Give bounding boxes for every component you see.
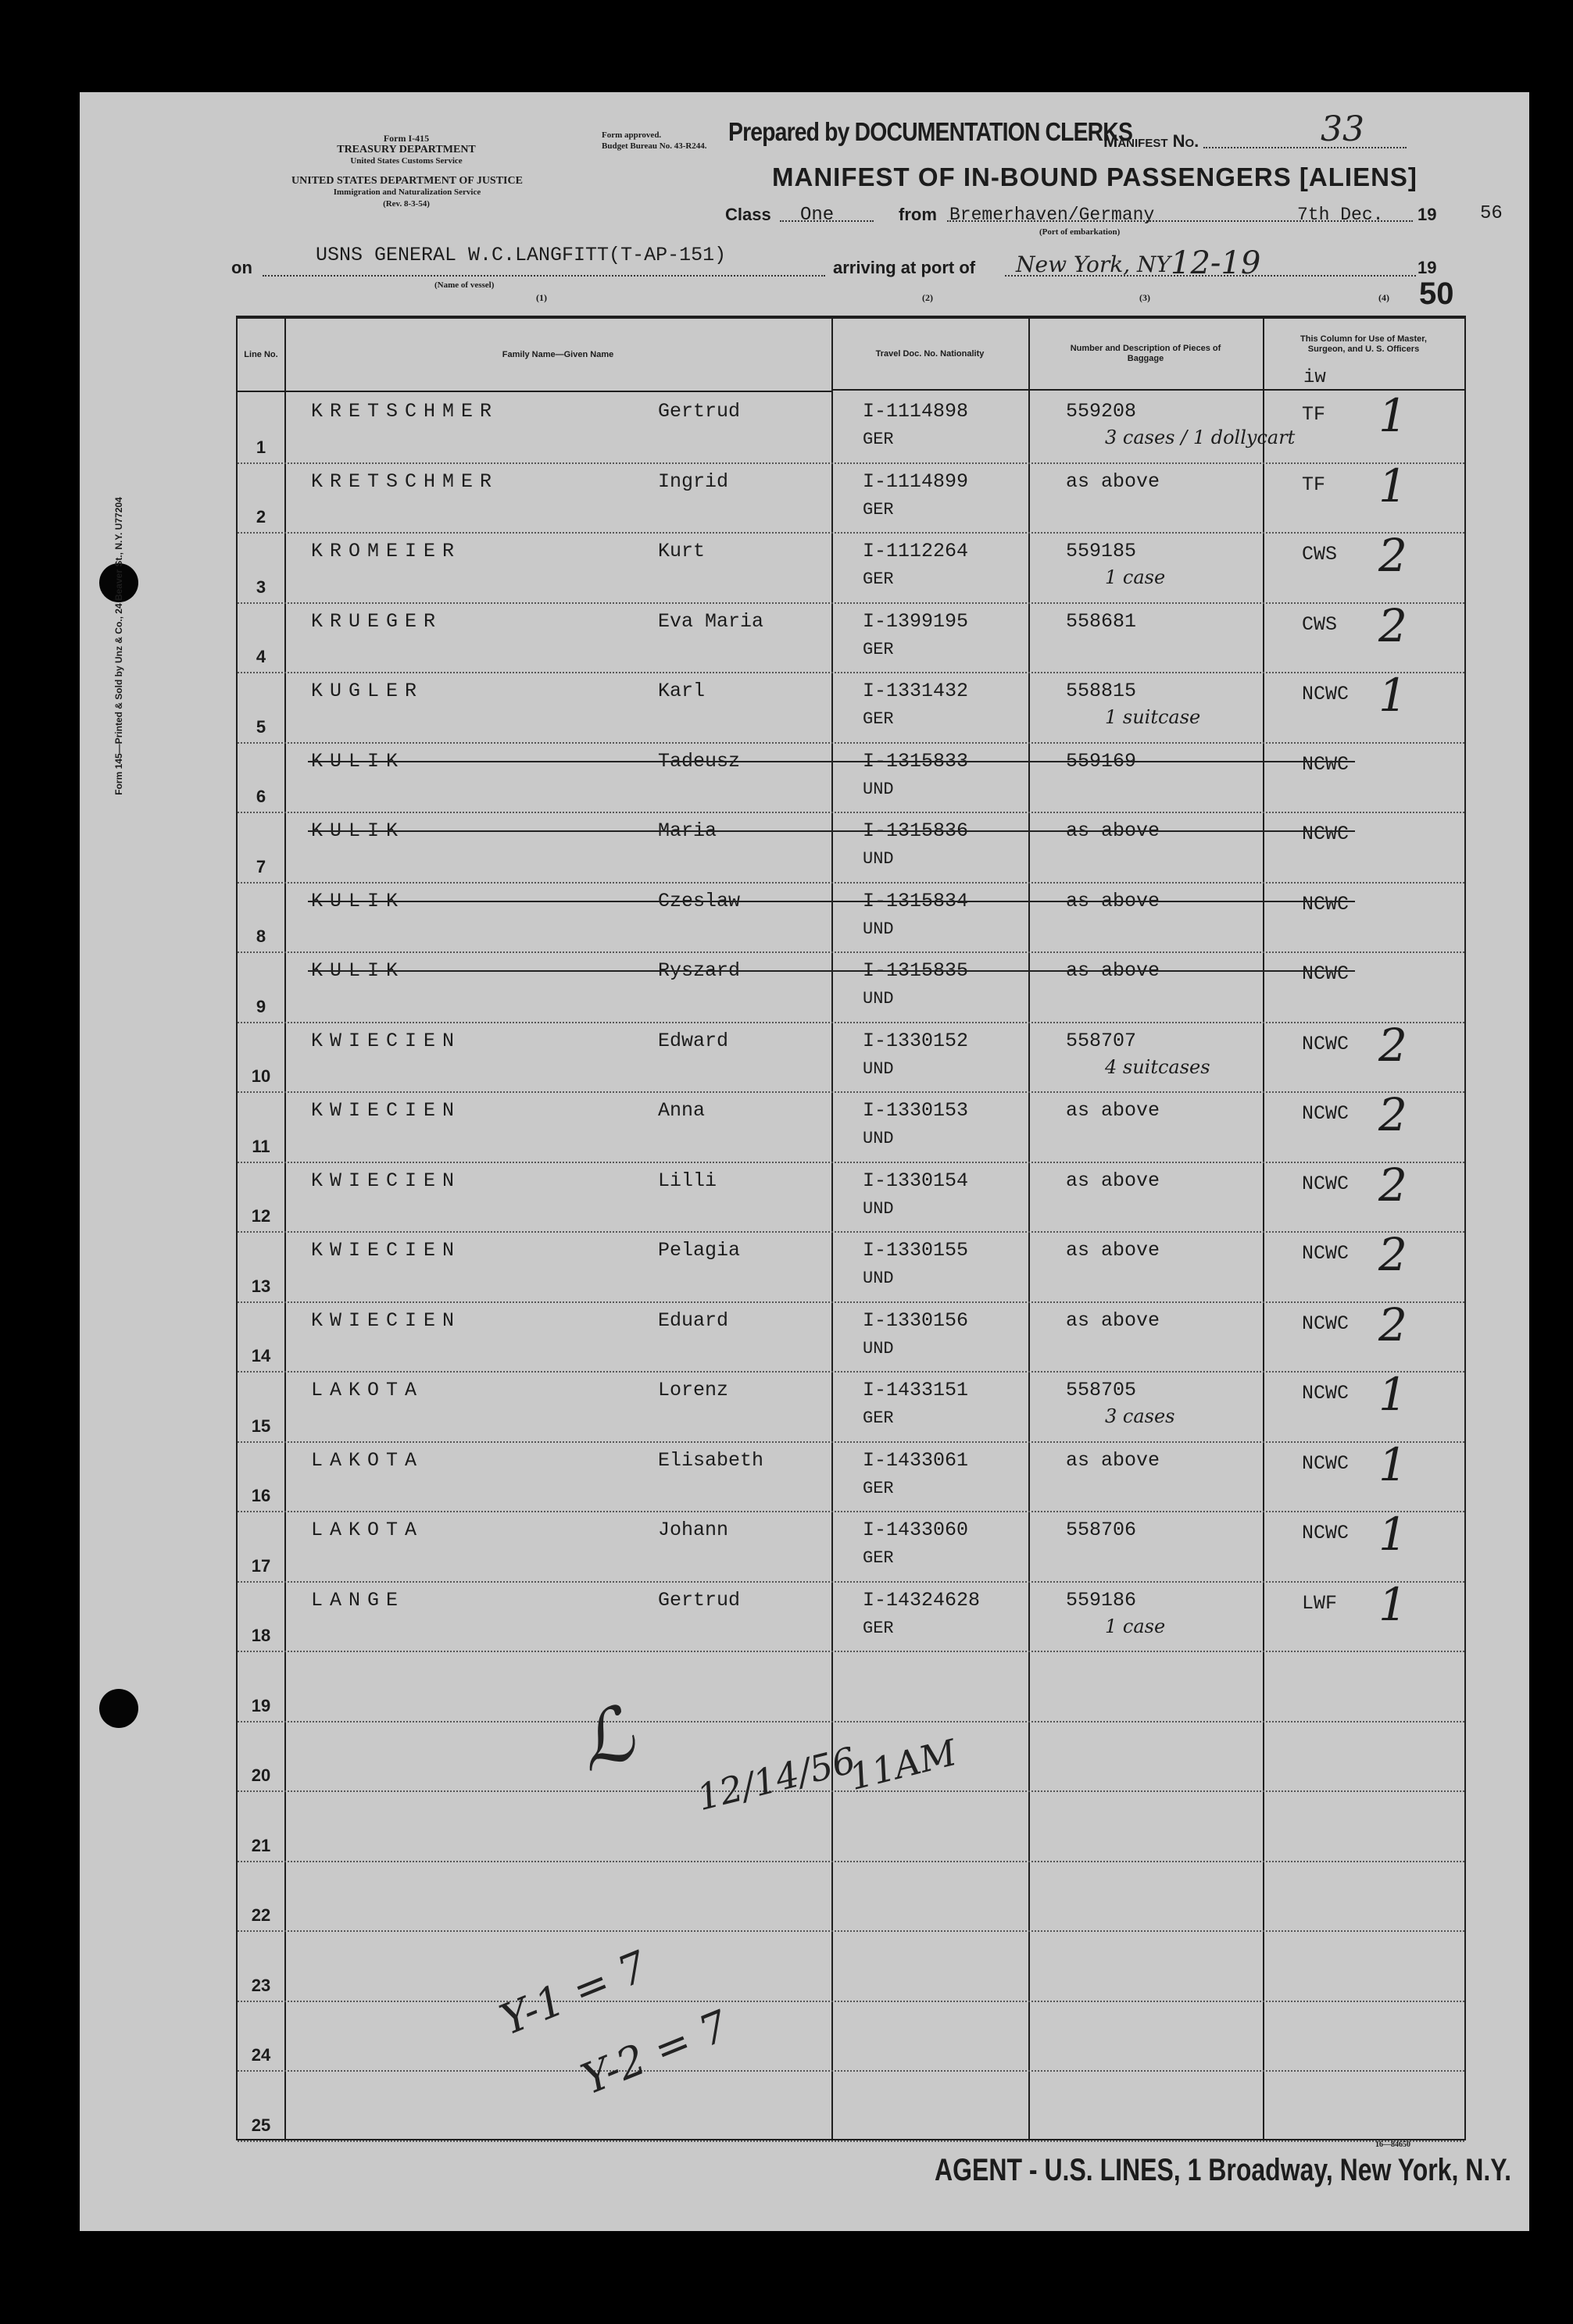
line-number: 12 [251,1206,271,1226]
from-label: from [899,205,937,224]
table-row [238,742,1464,814]
nationality: GER [863,1478,894,1498]
year-prefix: 19 [1417,205,1437,224]
line-number: 24 [251,2045,271,2065]
travel-doc-number: I-1114899 [863,469,969,493]
table-row [238,1158,1464,1233]
family-name: LANGE [311,1588,406,1612]
arriving-label: arriving at port of [833,258,976,277]
strike-through-line [308,970,1355,972]
table-row [238,1368,1464,1443]
given-name: Edward [658,1029,729,1052]
tally-mark: 1 [1378,1577,1407,1631]
given-name: Eva Maria [658,609,764,633]
baggage-number: as above [1066,1308,1160,1332]
line-number: 1 [256,437,266,457]
col-marker-4: (4) [1378,292,1389,303]
arrival-date: 12-19 [1171,245,1261,281]
nationality: UND [863,849,894,869]
baggage-number: as above [1066,1099,1160,1122]
tally-mark: 1 [1378,1508,1407,1561]
table-row [238,951,1464,1023]
table-row [238,389,1464,464]
baggage-number: 558815 [1066,680,1137,702]
travel-doc-number: I-14324628 [863,1588,981,1612]
tally-mark: 1 [1378,1437,1407,1491]
baggage-note: 1 suitcase [1105,706,1201,728]
line-number: 6 [256,787,266,806]
tally-mark: 2 [1378,529,1407,582]
officers-initials: iw [1303,367,1326,388]
vessel-line [263,275,825,277]
given-name: Lorenz [658,1379,729,1401]
family-name: KRETSCHMER [311,469,499,493]
table-row [238,598,1464,674]
tally-mark: 2 [1378,1298,1407,1351]
officer-code: NCWC [1302,1242,1350,1265]
officer-code: NCWC [1302,1032,1350,1055]
tally-mark: 2 [1378,1018,1407,1072]
table-row [238,1790,1464,1862]
family-name: KROMEIER [311,540,462,562]
treasury-heading: TREASURY DEPARTMENT [337,144,476,155]
travel-doc-number: I-1433060 [863,1519,969,1541]
given-name: Ingrid [658,469,729,493]
family-name: KWIECIEN [311,1239,462,1262]
officer-code: NCWC [1302,823,1350,845]
table-row [238,1861,1464,1933]
baggage-number: as above [1066,959,1160,982]
table-row [238,529,1464,604]
justice-heading: UNITED STATES DEPARTMENT OF JUSTICE [291,175,523,187]
officer-code: NCWC [1302,1172,1350,1195]
class-value: One [800,205,835,226]
strike-through-line [308,901,1355,902]
given-name: Pelagia [658,1239,741,1262]
port-caption: (Port of embarkation) [1039,227,1121,237]
table-row [238,459,1464,534]
baggage-number: 559186 [1066,1588,1137,1612]
line-number: 9 [256,996,266,1016]
baggage-number: as above [1066,889,1160,912]
nationality: GER [863,1618,894,1638]
family-name: KUGLER [311,680,424,702]
travel-doc-number: I-1330155 [863,1239,969,1262]
table-row [238,669,1464,744]
line-number: 3 [256,577,266,597]
strike-through-line [308,830,1355,832]
baggage-number: 559169 [1066,749,1137,773]
baggage-number: 559208 [1066,400,1137,423]
from-value: Bremerhaven/Germany [949,205,1155,225]
table-row [238,1651,1464,1722]
baggage-number: 558706 [1066,1519,1137,1541]
vessel-caption: (Name of vessel) [434,280,495,290]
table-row [238,1508,1464,1583]
officer-code: NCWC [1302,1102,1350,1125]
nationality: GER [863,569,894,589]
travel-doc-number: I-1112264 [863,540,969,562]
given-name: Johann [658,1519,729,1541]
side-printer-note: Form 145—Printed & Sold by Unz & Co., 24 Beaver St., N.Y. U77204 [113,497,124,795]
baggage-number: as above [1066,1239,1160,1262]
table-row [238,1577,1464,1653]
table-row [238,2001,1464,2072]
travel-doc-number: I-1330153 [863,1099,969,1122]
given-name: Gertrud [658,1588,741,1612]
nationality: UND [863,1058,894,1079]
table-row [238,1088,1464,1163]
line-number: 13 [251,1276,271,1296]
year2-prefix: 19 [1417,258,1437,277]
travel-doc-number: I-1315834 [863,889,969,912]
baggage-note: 1 case [1105,1615,1166,1637]
given-name: Lilli [658,1169,717,1192]
officer-signature: ℒ [566,1689,645,1789]
officer-code: NCWC [1302,683,1350,705]
travel-doc-number: I-1331432 [863,680,969,702]
line-number: 10 [251,1066,271,1086]
officer-code: NCWC [1302,892,1350,916]
line-number: 18 [251,1626,271,1645]
family-name: KWIECIEN [311,1029,462,1052]
line-number: 20 [251,1765,271,1785]
given-name: Tadeusz [658,749,741,773]
line-number: 25 [251,2115,271,2135]
family-name: KULIK [311,819,406,842]
footer-code: 16—84650 [1375,2140,1410,2149]
table-row [238,1018,1464,1094]
officer-code: TF [1302,403,1326,426]
line-number: 2 [256,507,266,527]
table-row [238,1298,1464,1373]
nationality: UND [863,1198,894,1219]
given-name: Ryszard [658,959,741,982]
family-name: KWIECIEN [311,1099,462,1122]
officer-code: NCWC [1302,1451,1350,1475]
family-name: KWIECIEN [311,1308,462,1332]
line-number: 8 [256,926,266,946]
departure-date: 7th Dec. [1297,205,1384,225]
tally-mark: 2 [1378,1088,1407,1141]
strike-through-line [308,761,1355,762]
nationality: GER [863,499,894,519]
form-approved: Form approved. [602,130,662,140]
line-number: 21 [251,1835,271,1855]
table-row [238,812,1464,884]
ins-subheading: Immigration and Naturalization Service [333,187,481,197]
travel-doc-number: I-1433151 [863,1379,969,1401]
header-line-no: Line No. [238,319,284,392]
family-name: LAKOTA [311,1448,424,1472]
given-name: Karl [658,680,706,702]
given-name: Eduard [658,1308,729,1332]
line-number: 4 [256,647,266,666]
revision-note: (Rev. 8-3-54) [383,199,430,209]
officer-code: LWF [1302,1591,1338,1615]
nationality: UND [863,1269,894,1288]
baggage-number: as above [1066,1448,1160,1472]
tally-mark: 1 [1378,389,1407,442]
handwritten-time: 11AM [845,1731,961,1798]
header-travel-doc: Travel Doc. No. Nationality [831,319,1028,391]
on-label: on [231,258,252,277]
table-row [238,2070,1464,2142]
tally-mark: 2 [1378,1228,1407,1281]
class-label: Class [725,205,771,224]
handwritten-count-1: Y-1 = 7 [493,1941,654,2045]
baggage-note: 4 suitcases [1105,1055,1210,1078]
prepared-by-stamp: Prepared by DOCUMENTATION CLERKS [728,117,1133,146]
line-number: 7 [256,856,266,876]
manifest-no-label: Manifest No. [1103,131,1199,151]
line-number: 16 [251,1486,271,1505]
family-name: KULIK [311,889,406,912]
baggage-note: 1 case [1105,566,1166,588]
nationality: UND [863,779,894,799]
tally-mark: 1 [1378,459,1407,512]
table-row [238,1437,1464,1513]
travel-doc-number: I-1315835 [863,959,969,982]
travel-doc-number: I-1114898 [863,400,969,423]
officer-code: NCWC [1302,962,1350,985]
arrival-port: New York, NY [1016,252,1171,277]
given-name: Elisabeth [658,1448,764,1472]
officer-code: CWS [1302,543,1338,566]
family-name: LAKOTA [311,1519,424,1541]
line-number: 19 [251,1695,271,1715]
nationality: GER [863,430,894,449]
travel-doc-number: I-1433061 [863,1448,969,1472]
officer-code: NCWC [1302,1522,1350,1544]
year-value: 56 [1480,203,1503,224]
officer-code: CWS [1302,612,1338,636]
manifest-title: MANIFEST OF IN-BOUND PASSENGERS [ALIENS] [772,162,1417,191]
given-name: Maria [658,819,717,842]
family-name: KWIECIEN [311,1169,462,1192]
officer-code: NCWC [1302,1382,1350,1405]
col-marker-2: (2) [922,292,933,303]
nationality: UND [863,1338,894,1358]
officer-code: NCWC [1302,1312,1350,1335]
travel-doc-number: I-1315833 [863,749,969,773]
family-name: LAKOTA [311,1379,424,1401]
travel-doc-number: I-1330156 [863,1308,969,1332]
tally-mark: 1 [1378,669,1407,722]
travel-doc-number: I-1330154 [863,1169,969,1192]
manifest-no-line [1203,147,1407,148]
baggage-number: as above [1066,1169,1160,1192]
table-row [238,1930,1464,2002]
tally-mark: 2 [1378,1158,1407,1212]
given-name: Anna [658,1099,706,1122]
line-number: 23 [251,1975,271,1995]
vessel-name: USNS GENERAL W.C.LANGFITT(T-AP-151) [316,244,727,266]
tally-mark: 1 [1378,1368,1407,1421]
nationality: UND [863,919,894,939]
form-number: Form I-415 [383,133,430,144]
manifest-number: 33 [1321,109,1364,149]
header-baggage: Number and Description of Pieces of Baggage [1028,319,1263,391]
header-officers: This Column for Use of Master, Surgeon, and U. S. Officers [1263,319,1464,391]
baggage-note: 3 cases [1105,1405,1175,1427]
col-marker-1: (1) [536,292,547,303]
col-marker-3: (3) [1139,292,1150,303]
punch-hole-bottom [99,1689,138,1728]
baggage-note: 3 cases / 1 dollycart [1105,427,1296,448]
line-number: 14 [251,1346,271,1365]
travel-doc-number: I-1315836 [863,819,969,842]
nationality: GER [863,639,894,659]
nationality: GER [863,1548,894,1568]
baggage-number: 558681 [1066,609,1137,633]
family-name: KULIK [311,959,406,982]
given-name: Kurt [658,540,706,562]
baggage-number: 558705 [1066,1379,1137,1401]
handwritten-count-2: Y-2 = 7 [574,2001,735,2104]
given-name: Czeslaw [658,889,741,912]
nationality: GER [863,709,894,729]
given-name: Gertrud [658,400,741,423]
travel-doc-number: I-1399195 [863,609,969,633]
line-number: 17 [251,1555,271,1576]
baggage-number: 558707 [1066,1029,1137,1052]
line-number: 11 [252,1136,270,1156]
line-number: 15 [251,1415,271,1436]
handwritten-date: 12/14/56 [692,1738,860,1819]
customs-subheading: United States Customs Service [350,156,463,166]
officer-code: TF [1302,473,1326,496]
nationality: UND [863,1129,894,1148]
family-name: KRETSCHMER [311,400,499,423]
table-row [238,882,1464,954]
header-name: Family Name—Given Name [284,319,831,392]
family-name: KRUEGER [311,609,443,633]
nationality: GER [863,1408,894,1428]
line-number: 5 [256,716,266,737]
baggage-number: as above [1066,819,1160,842]
travel-doc-number: I-1330152 [863,1029,969,1052]
tally-mark: 2 [1378,598,1407,652]
agent-stamp: AGENT - U.S. LINES, 1 Broadway, New York, N.Y. [935,2153,1511,2187]
passenger-table [236,316,1466,2140]
baggage-number: as above [1066,469,1160,493]
year2-value: 50 [1419,277,1454,311]
family-name: KULIK [311,749,406,773]
nationality: UND [863,989,894,1008]
officer-code: NCWC [1302,752,1350,776]
table-row [238,1228,1464,1303]
line-number: 22 [251,1905,271,1925]
budget-bureau: Budget Bureau No. 43-R244. [602,141,707,151]
baggage-number: 559185 [1066,540,1137,562]
